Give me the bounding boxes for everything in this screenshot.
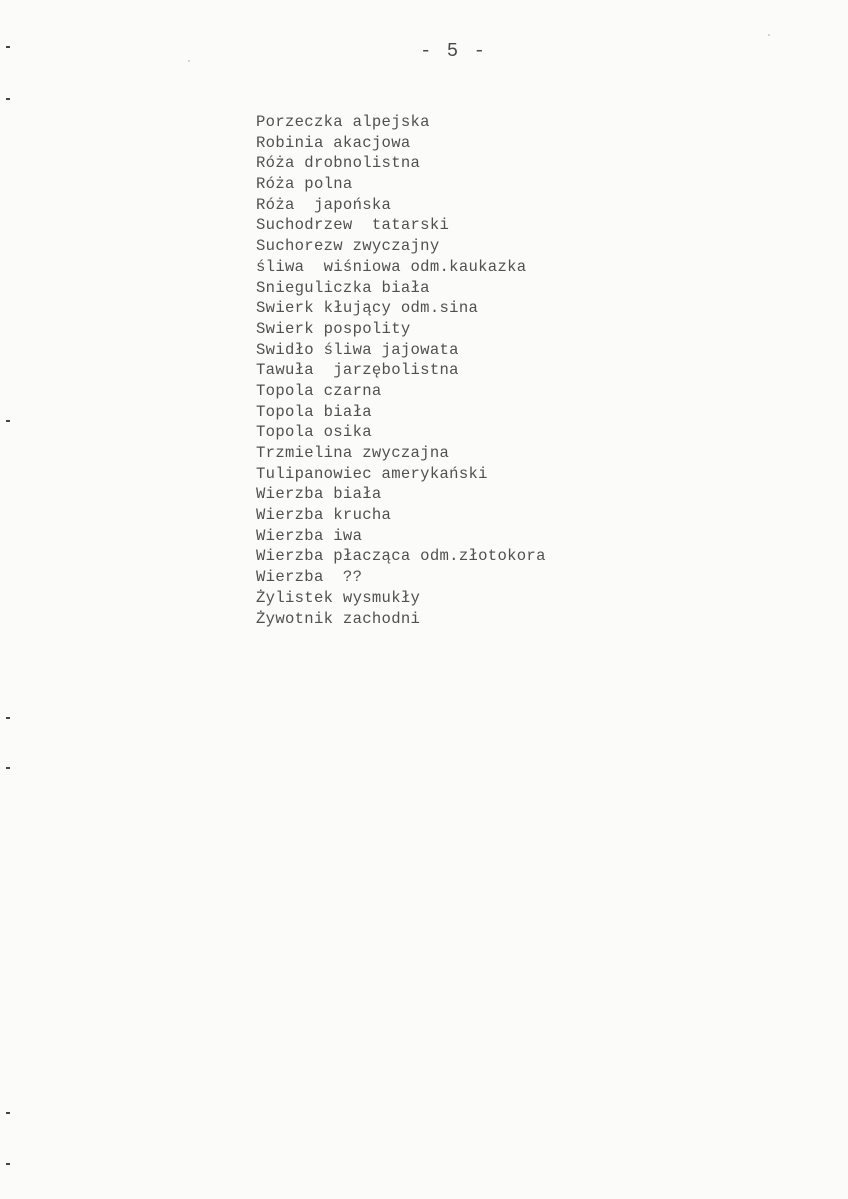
list-item: Topola czarna [256, 381, 382, 400]
margin-mark [6, 767, 10, 769]
margin-mark [6, 1112, 10, 1114]
list-item: Suchodrzew tatarski [256, 216, 450, 235]
list-item: Swierk pospolity [256, 319, 411, 338]
list-item: Topola osika [256, 423, 372, 442]
list-item: Robinia akacjowa [256, 133, 411, 152]
list-item: Żywotnik zachodni [256, 609, 421, 628]
list-item: Swierk kłujący odm.sina [256, 299, 479, 318]
list-item: Wierzba biała [256, 485, 382, 504]
list-item: Róża japońska [256, 195, 392, 214]
list-item: Swidło śliwa jajowata [256, 340, 459, 359]
paper-speck [188, 60, 190, 62]
margin-mark [6, 46, 10, 48]
list-item: Żylistek wysmukły [256, 588, 421, 607]
list-item: Róża polna [256, 175, 353, 194]
margin-mark [6, 98, 10, 100]
list-item: Wierzba płacząca odm.złotokora [256, 547, 546, 566]
list-item: Snieguliczka biała [256, 278, 430, 297]
page-number: - 5 - [420, 40, 488, 62]
list-item: Róża drobnolistna [256, 154, 421, 173]
margin-mark [6, 717, 10, 719]
list-item: Wierzba krucha [256, 506, 392, 525]
species-list [256, 112, 546, 629]
list-item: Tawuła jarzębolistna [256, 361, 459, 380]
list-item: Suchorezw zwyczajny [256, 237, 440, 256]
paper-speck [768, 34, 770, 36]
list-item: Tulipanowiec amerykański [256, 464, 488, 483]
list-item: Topola biała [256, 402, 372, 421]
margin-mark [6, 420, 10, 422]
list-item: Wierzba iwa [256, 526, 363, 545]
margin-mark [6, 1163, 10, 1165]
list-item: Trzmielina zwyczajna [256, 444, 450, 462]
list-item: śliwa wiśniowa odm.kaukazka [256, 257, 527, 276]
list-item: Porzeczka alpejska [256, 113, 430, 131]
list-item: Wierzba ?? [256, 568, 363, 587]
